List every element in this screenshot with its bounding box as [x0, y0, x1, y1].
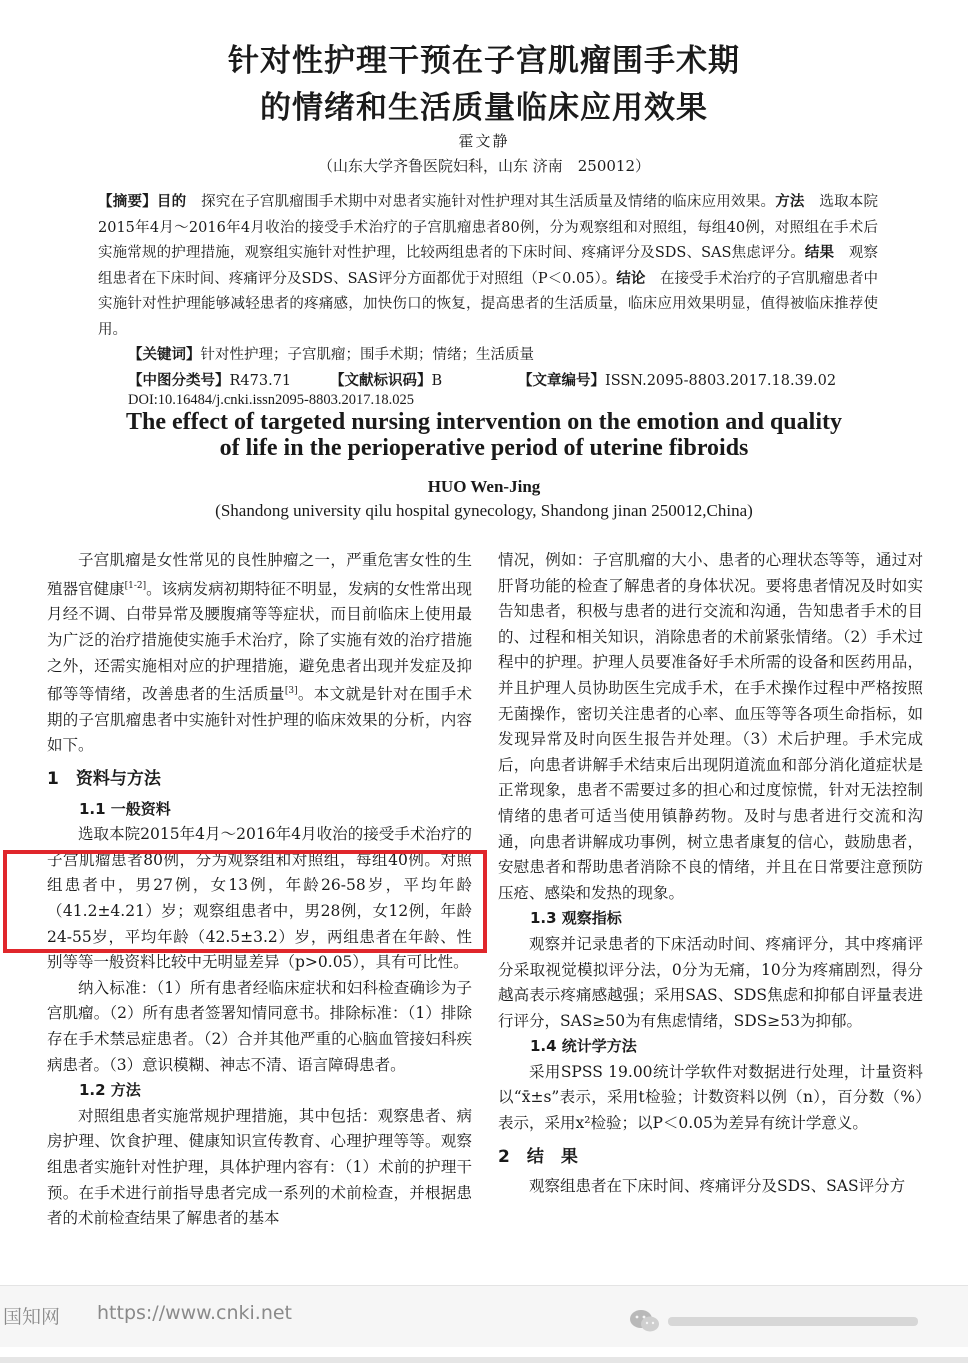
bottom-divider: [0, 1357, 968, 1363]
doc-code-label: 【文献标识码】: [330, 373, 432, 389]
keywords-label: 【关键词】: [128, 347, 201, 363]
title-cn-line-2: 的情绪和生活质量临床应用效果: [260, 90, 708, 126]
affiliation-en: (Shandong university qilu hospital gynecology, Shandong jinan 250012,China): [215, 501, 753, 520]
keywords-text: 针对性护理；子宫肌瘤；围手术期；情绪；生活质量: [200, 347, 534, 363]
article-number: [518, 369, 836, 390]
author-cn: 霍文静: [458, 132, 510, 150]
doc-code: [330, 369, 442, 390]
general-data-paragraph: 选取本院2015年4月～2016年4月收治的接受手术治疗的子宫肌瘤患者80例，分为观察组和对照组，每组40例。对照组患者中，男27例，女13例，年龄26-58岁，平均年龄（41.2±4.21）岁；观察组患者中，男28例，女12例，年龄24-55岁，平均年龄（42.5±3.2）岁，两组患者在年龄、性别等等一般资料比较中无明显差异（p>0.05），具有可比性。: [47, 825, 472, 972]
clc-value: R473.71: [229, 373, 292, 389]
inclusion-criteria-paragraph: 纳入标准：（1）所有患者经临床症状和妇科检查确诊为子宫肌瘤。（2）所有患者签署知情同意书。排除标准：（1）排除存在手术禁忌症患者。（2）合并其他严重的心脑血管接妇科疾病患者。（3）意识模糊、神志不清、语言障碍患者。: [47, 978, 472, 1074]
right-column: [498, 548, 923, 1200]
conclusion-text: 在接受手术治疗的子宫肌瘤患者中实施针对性护理能够减轻患者的疼痛感，加快伤口的恢复，提高患者的生活质量，临床应用效果明显，值得被临床推荐使用。: [98, 270, 879, 338]
clc-label: 【中图分类号】: [128, 373, 230, 389]
cnki-url[interactable]: https://www.cnki.net: [97, 1302, 293, 1324]
title-cn-line-1: 针对性护理干预在子宫肌瘤围手术期: [228, 43, 740, 79]
method-text: 选取本院2015年4月～2016年4月收治的接受手术治疗的子宫肌瘤患者80例，分为观察组和对照组，每组40例，对照组在手术后实施常规的护理措施，观察组实施针对性护理，比较两组患者的下床时间、疼痛评分及SDS、SAS焦虑评分。: [98, 194, 879, 262]
citation-1-2: [1-2]: [124, 580, 147, 591]
intro-paragraph: [47, 548, 472, 759]
article-no-label: 【文章编号】: [518, 373, 605, 389]
article-no-value: ISSN.2095-8803.2017.18.39.02: [605, 373, 837, 389]
affiliation-cn: （山东大学齐鲁医院妇科，山东 济南 250012）: [317, 157, 651, 175]
statistics-paragraph: 采用SPSS 19.00统计学软件对数据进行处理，计量资料以“x̄±s”表示，采用t检验；计数资料以例（n），百分数（%）表示，采用x²检验；以P＜0.05为差异有统计学意义。: [498, 1062, 923, 1133]
section-1-2-heading: 1.2 方法: [79, 1081, 141, 1100]
intro-text-a: 子宫肌瘤是女性常见的良性肿瘤之一，严重危害女性的生殖器官健康: [47, 551, 472, 598]
citation-3: [3]: [284, 686, 298, 697]
section-1-4-heading: 1.4 统计学方法: [530, 1037, 637, 1056]
wechat-icon: [628, 1308, 662, 1334]
doc-code-value: B: [431, 373, 443, 389]
section-1-heading: 1 资料与方法: [47, 769, 161, 790]
author-en: HUO Wen-Jing: [427, 477, 541, 496]
conclusion-label: 结论: [616, 270, 646, 287]
cnki-watermark: 国知网: [3, 1306, 61, 1328]
result-text: 观察组患者在下床时间、疼痛评分及SDS、SAS评分方面都优于对照组（P＜0.05）。: [98, 245, 879, 287]
purpose-text: 探究在子宫肌瘤围手术期中对患者实施针对性护理对其生活质量及情绪的临床应用效果。: [186, 194, 776, 210]
results-paragraph: 观察组患者在下床时间、疼痛评分及SDS、SAS评分方: [529, 1177, 906, 1196]
abstract-label: 【摘要】: [98, 194, 157, 210]
purpose-label: 目的: [156, 194, 187, 210]
blurred-account-name: [668, 1317, 918, 1326]
keywords: [128, 343, 534, 364]
section-2-heading: 2 结 果: [498, 1146, 578, 1167]
continued-paragraph: 情况，例如：子宫肌瘤的大小、患者的心理状态等等，通过对肝肾功能的检查了解患者的身体状况。要将患者情况及时如实告知患者，积极与患者的进行交流和沟通，告知患者手术的目的、过程和相关知识，消除患者的术前紧张情绪。（2）手术过程中的护理。护理人员要准备好手术所需的设备和医药用品，并且护理人员协助医生完成手术，在手术操作过程中严格按照无菌操作，密切关注患者的心率、血压等等各项生命指标，如发现异常及时向医生报告并处理。（3）术后护理。手术完成后，向患者讲解手术结束后出现阴道流血和部分消化道症状是正常现象，患者不需要过多的担心和过度惊慌，针对无法控制情绪的患者可适当使用镇静药物。及时与患者进行交流和沟通，向患者讲解成功事例，树立患者康复的信心，鼓励患者，安慰患者和帮助患者消除不良的情绪，并且在日常要注意预防压疮、感染和发热的现象。: [498, 551, 923, 902]
title-en-line-1: The effect of targeted nursing intervention on the emotion and quality: [126, 409, 842, 435]
method-label: 方法: [775, 194, 805, 210]
intro-text-c: 。本文就是针对在围手术期的子宫肌瘤患者中实施针对性护理的临床效果的分析，内容如下。: [47, 685, 472, 755]
indicators-paragraph: 观察并记录患者的下床活动时间、疼痛评分，其中疼痛评分采取视觉模拟评分法，0分为无痛，10分为疼痛剧烈，得分越高表示疼痛感越强；采用SAS、SDS焦虑和抑郁自评量表进行评分，SAS≥50为有焦虑情绪，SDS≥53为抑郁。: [498, 934, 923, 1030]
intro-text-b: 。该病发病初期特征不明显，发病的女性常出现月经不调、白带异常及腰腹痛等等症状，而目前临床上使用最为广泛的治疗措施使实施手术治疗，除了实施有效的治疗措施之外，还需实施相对应的护理措施，避免患者出现并发症及抑郁等等情绪，改善患者的生活质量: [47, 579, 472, 704]
section-1-1-heading: 1.1 一般资料: [79, 799, 171, 818]
title-en-line-2: of life in the perioperative period of uterine fibroids: [219, 435, 749, 461]
clc-number: [128, 369, 291, 390]
method-paragraph: 对照组患者实施常规护理措施，其中包括：观察患者、病房护理、饮食护理、健康知识宣传教育、心理护理等等。观察组患者实施针对性护理，具体护理内容有：（1）术前的护理干预。在手术进行前指导患者完成一系列的术前检查，并根据患者的术前检查结果了解患者的基本: [47, 1106, 472, 1228]
highlight-annotation-box: [3, 850, 487, 953]
abstract: [98, 190, 878, 344]
result-label: 结果: [804, 245, 835, 262]
doi: DOI:10.16484/j.cnki.issn2095-8803.2017.18.025: [128, 392, 414, 408]
section-1-3-heading: 1.3 观察指标: [530, 909, 622, 928]
